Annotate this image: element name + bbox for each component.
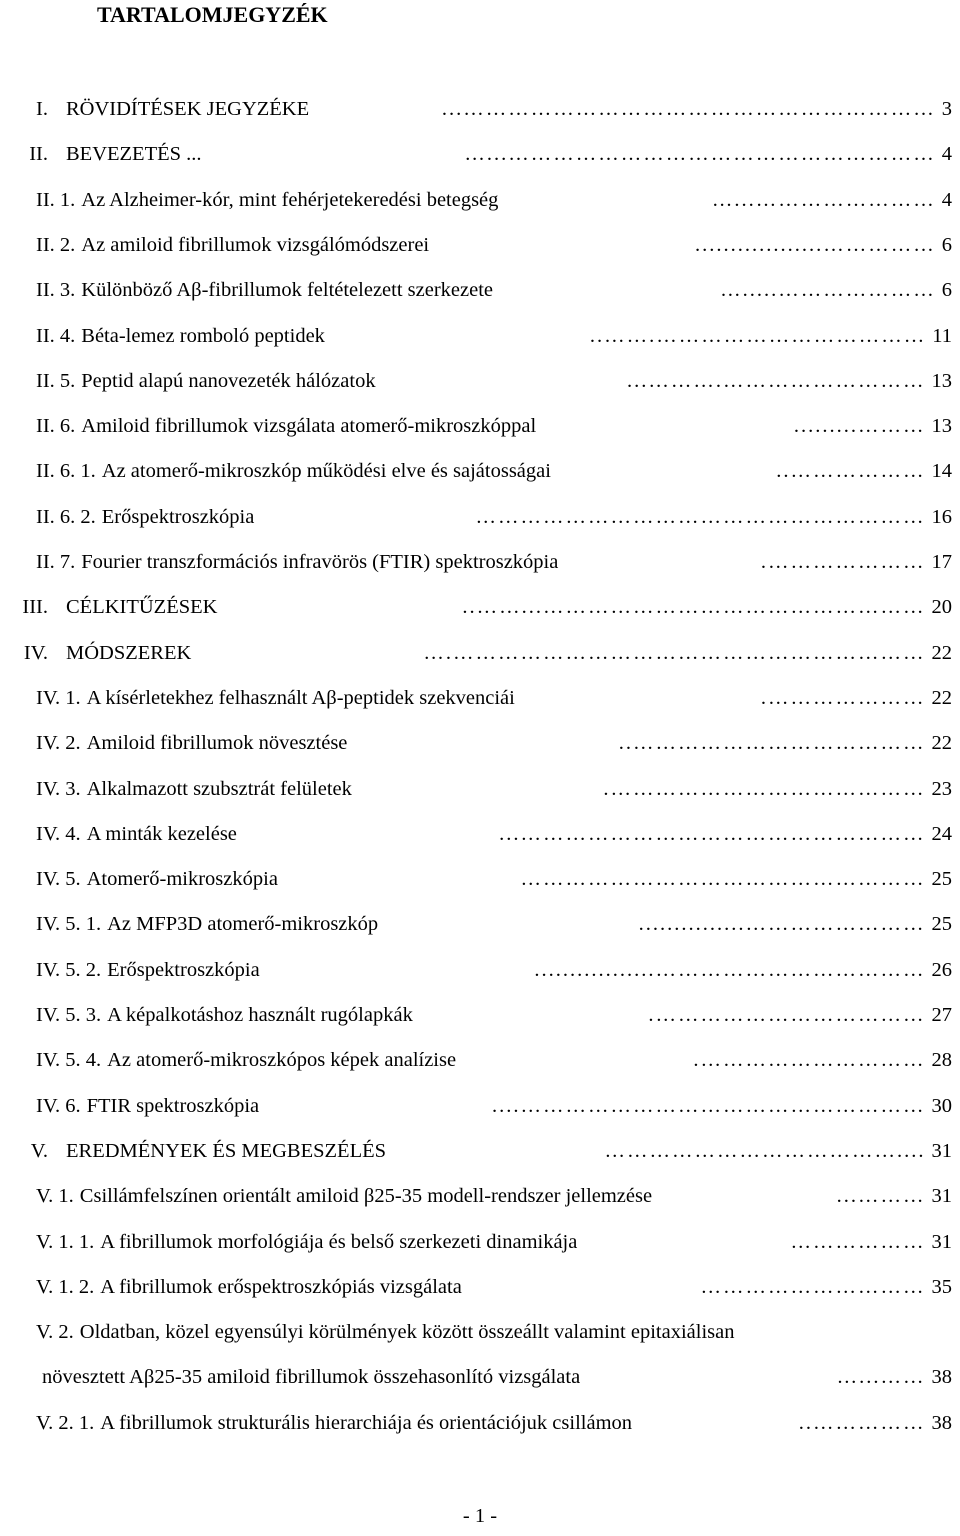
toc-entry-title: Amiloid fibrillumok vizsgálata atomerő-mikroszkóppal xyxy=(81,415,537,438)
toc-entry-leader: ………......... xyxy=(793,415,926,438)
toc-entry-number: IV. 5. 3. xyxy=(36,1004,102,1026)
toc-entry-title: Az atomerő-mikroszkóp működési elve és sajátosságai xyxy=(101,460,551,483)
toc-entry xyxy=(0,1134,960,1168)
toc-entry-page: 30 xyxy=(931,1094,952,1117)
toc-entry-leader: ……………………………….…….. xyxy=(589,324,927,347)
toc-entry-page: 31 xyxy=(931,1185,952,1208)
toc-entry-number: IV. 1. xyxy=(36,686,81,709)
toc-entry-page: 20 xyxy=(931,596,952,619)
toc-entry xyxy=(0,817,960,851)
toc-entry-leader: ………………………………………………... xyxy=(499,822,926,845)
toc-entry xyxy=(0,500,960,534)
toc-entry-number: II. 2. xyxy=(36,233,76,256)
toc-entry xyxy=(0,726,960,760)
toc-entry-page: 25 xyxy=(931,868,952,891)
toc-entry-leader: …………………………. xyxy=(693,1049,926,1072)
toc-entry-leader: ……………………………………………… xyxy=(520,868,926,891)
toc-entry-page: 4 xyxy=(941,143,952,166)
toc-entry-title: A kísérletekhez felhasznált Aβ-peptidek szekvenciái xyxy=(86,686,515,709)
toc-entry-title: növesztett Aβ25-35 amiloid fibrillumok összehasonlító vizsgálata xyxy=(42,1366,581,1389)
toc-entry-number: V. xyxy=(30,1139,48,1162)
toc-entry xyxy=(0,681,960,715)
toc-entry xyxy=(0,1406,960,1440)
toc-entry-leader: ……………………............... xyxy=(638,913,926,936)
toc-entry-title: CÉLKITŰZÉSEK xyxy=(66,596,218,619)
toc-entry-title: A fibrillumok morfológiája és belső szerkezeti dinamikája xyxy=(100,1230,578,1253)
toc-entry-leader: ……………………………………………...…….. xyxy=(462,596,926,619)
toc-entry-title: Az amiloid fibrillumok vizsgálómódszerei xyxy=(81,233,430,256)
toc-entry-leader: ………………………… xyxy=(700,1275,926,1298)
toc-entry-leader: ……...… xyxy=(836,1366,926,1389)
toc-entry-number: II. 6. xyxy=(36,415,76,438)
toc-entry-title: Béta-lemez romboló peptidek xyxy=(81,324,325,347)
toc-entry xyxy=(0,454,960,488)
toc-entry xyxy=(0,907,960,941)
toc-entry-page: 27 xyxy=(931,1004,952,1026)
toc-entry-page: 22 xyxy=(931,686,952,709)
toc-entry xyxy=(0,998,960,1032)
toc-entry-title: Amiloid fibrillumok növesztése xyxy=(86,732,348,755)
toc-entry-title: A minták kezelése xyxy=(86,822,237,845)
toc-entry-page: 23 xyxy=(931,777,952,800)
toc-entry-title: Csillámfelszínen orientált amiloid β25-35 modell-rendszer jellemzése xyxy=(79,1185,653,1208)
toc-entry-page: 13 xyxy=(931,415,952,438)
toc-entry-title: Oldatban, közel egyensúlyi körülmények között összeállt valamint epitaxiálisan xyxy=(79,1321,735,1344)
toc-entry-leader: …………….................. xyxy=(695,233,936,256)
toc-entry-number: II. 5. xyxy=(36,369,76,392)
toc-entry-page: 35 xyxy=(931,1275,952,1298)
toc-entry xyxy=(0,1360,960,1394)
toc-entry xyxy=(0,228,960,262)
toc-entry-title: A fibrillumok strukturális hierarchiája és orientációjuk csillámon xyxy=(100,1411,633,1434)
toc-entry-leader: ………………………………. xyxy=(648,1004,926,1026)
toc-entry-title: FTIR spektroszkópia xyxy=(86,1094,260,1117)
toc-entry-leader: ………………….....… xyxy=(720,279,936,302)
toc-entry-number: II. 3. xyxy=(36,279,76,302)
toc-entry-number: II. 4. xyxy=(36,324,76,347)
toc-entry-leader: ………………………………................. xyxy=(534,958,926,981)
toc-entry-leader: ……………….. xyxy=(776,460,926,483)
toc-entry-number: V. 1. xyxy=(36,1185,74,1208)
toc-entry-number: I. xyxy=(36,98,48,120)
toc-entry-title: Az MFP3D atomerő-mikroszkóp xyxy=(107,913,379,936)
toc-entry-leader: ……………………………………………….... xyxy=(492,1094,926,1117)
toc-entry xyxy=(0,1179,960,1213)
toc-entry-page: 14 xyxy=(931,460,952,483)
toc-entry xyxy=(0,409,960,443)
toc-entry-leader: …………….. xyxy=(798,1411,926,1434)
toc-entry-page: 4 xyxy=(941,188,952,211)
toc-entry-number: IV. 3. xyxy=(36,777,81,800)
toc-entry-title: Peptid alapú nanovezeték hálózatok xyxy=(81,369,376,392)
toc-entry-leader: ……………………………………. xyxy=(603,777,926,800)
toc-entry-page: 6 xyxy=(941,279,952,302)
toc-entry-page: 31 xyxy=(931,1230,952,1253)
toc-entry-page: 28 xyxy=(931,1049,952,1072)
toc-entry-leader: ………………………………………………………... xyxy=(441,98,936,120)
toc-entry-title: Az atomerő-mikroszkópos képek analízise xyxy=(107,1049,457,1072)
toc-entry-number: IV. 5. xyxy=(36,868,81,891)
toc-entry-page: 6 xyxy=(941,233,952,256)
toc-entry-title: BEVEZETÉS ... xyxy=(66,143,202,166)
toc-entry-number: V. 2. 1. xyxy=(36,1411,95,1434)
toc-entry-title: Erőspektroszkópia xyxy=(107,958,260,981)
toc-entry xyxy=(0,273,960,307)
toc-entry xyxy=(0,92,960,126)
toc-entry xyxy=(0,636,960,670)
toc-entry-title: RÖVIDÍTÉSEK JEGYZÉKE xyxy=(66,98,310,120)
toc-entry-title: MÓDSZEREK xyxy=(66,641,192,664)
toc-entry xyxy=(0,772,960,806)
toc-entry xyxy=(0,1225,960,1259)
toc-entry-number: II. 7. xyxy=(36,551,76,573)
toc-entry-title: Alkalmazott szubsztrát felületek xyxy=(86,777,352,800)
page-number: - 1 - xyxy=(462,1505,498,1527)
toc-entry-leader: …………………. xyxy=(760,551,926,573)
toc-entry xyxy=(0,1315,960,1349)
toc-entry-leader: …………………………………………………… xyxy=(475,505,926,528)
toc-entry-page: 22 xyxy=(931,732,952,755)
toc-entry-title: Különböző Aβ-fibrillumok feltételezett szerkezete xyxy=(81,279,494,302)
toc-entry-number: IV. 5. 2. xyxy=(36,958,102,981)
toc-entry-page: 24 xyxy=(931,822,952,845)
toc-entry-number: V. 1. 1. xyxy=(36,1230,95,1253)
toc-entry-page: 17 xyxy=(931,551,952,573)
toc-entry-number: II. 6. 1. xyxy=(36,460,96,483)
toc-entry-leader: …………………. xyxy=(760,686,926,709)
toc-entry-number: IV. xyxy=(23,641,48,664)
toc-entry-title: Az Alzheimer-kór, mint fehérjetekeredési betegség xyxy=(81,188,499,211)
toc-entry-number: V. 2. xyxy=(36,1321,74,1344)
toc-entry-page: 16 xyxy=(931,505,952,528)
toc-entry-leader: ………………………………….. xyxy=(618,732,926,755)
toc-entry-leader: ……………………………………………………….… xyxy=(423,641,926,664)
toc-entry-page: 26 xyxy=(931,958,952,981)
toc-entry xyxy=(0,137,960,171)
toc-entry-number: V. 1. 2. xyxy=(36,1275,95,1298)
toc-entry-leader: ………... xyxy=(836,1185,926,1208)
toc-entry-title: Atomerő-mikroszkópia xyxy=(86,868,278,891)
toc-entry xyxy=(0,364,960,398)
toc-entry xyxy=(0,590,960,624)
toc-entry xyxy=(0,545,960,579)
toc-entry-number: II. xyxy=(29,143,48,166)
toc-entry-title: Erőspektroszkópia xyxy=(101,505,255,528)
toc-entry-number: IV. 5. 4. xyxy=(36,1049,102,1072)
toc-entry-title: EREDMÉNYEK ÉS MEGBESZÉLÉS xyxy=(66,1139,387,1162)
toc-entry-leader: ……………………...… xyxy=(711,188,936,211)
toc-entry-leader: ……………… xyxy=(790,1230,926,1253)
toc-entry-page: 31 xyxy=(931,1139,952,1162)
toc-entry-page: 3 xyxy=(941,98,952,120)
toc-entry xyxy=(0,1043,960,1077)
toc-entry-page: 38 xyxy=(931,1366,952,1389)
toc-entry-title: A fibrillumok erőspektroszkópiás vizsgálata xyxy=(100,1275,462,1298)
toc-entry xyxy=(0,1089,960,1123)
toc-entry-number: IV. 6. xyxy=(36,1094,81,1117)
page-title: TARTALOMJEGYZÉK xyxy=(97,2,328,27)
toc-entry-leader: …………………………………………………...… xyxy=(464,143,936,166)
toc-entry-title: Fourier transzformációs infravörös (FTIR) spektroszkópia xyxy=(81,551,559,573)
toc-entry-leader: ……………………….………... xyxy=(627,369,926,392)
toc-entry xyxy=(0,319,960,353)
toc-entry-number: II. 1. xyxy=(36,188,76,211)
toc-entry-number: IV. 4. xyxy=(36,822,81,845)
toc-entry-number: III. xyxy=(22,596,48,619)
toc-entry-number: IV. 2. xyxy=(36,732,81,755)
toc-entry-page: 38 xyxy=(931,1411,952,1434)
toc-entry-number: II. 6. 2. xyxy=(36,505,96,528)
toc-entry-title: A képalkotáshoz használt rugólapkák xyxy=(107,1004,413,1026)
toc-entry-number: IV. 5. 1. xyxy=(36,913,102,936)
toc-entry-page: 25 xyxy=(931,913,952,936)
toc-entry xyxy=(0,953,960,987)
toc-entry xyxy=(0,183,960,217)
toc-entry-page: 13 xyxy=(931,369,952,392)
toc-entry xyxy=(0,1270,960,1304)
toc-entry-page: 22 xyxy=(931,641,952,664)
toc-entry-page: 11 xyxy=(932,324,952,347)
toc-entry-leader: ....………………………………… xyxy=(604,1139,926,1162)
toc-entry xyxy=(0,862,960,896)
